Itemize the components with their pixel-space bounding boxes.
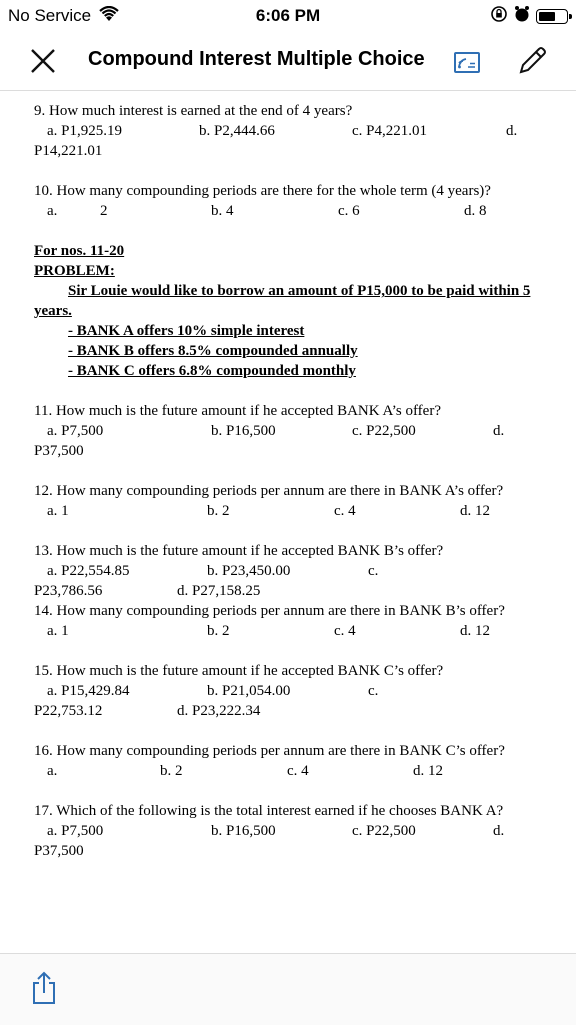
choice-d-value: P37,500 bbox=[34, 843, 84, 859]
question-9: 9. How much interest is earned at the end of 4 years? bbox=[34, 103, 353, 119]
choice-d: d. P23,222.34 bbox=[177, 703, 261, 719]
close-button[interactable] bbox=[26, 44, 60, 78]
choice-d-value: P37,500 bbox=[34, 443, 84, 459]
choice-d: d. bbox=[493, 423, 505, 439]
problem-heading: PROBLEM: bbox=[34, 263, 115, 279]
question-11-choices bbox=[34, 421, 544, 441]
problem-bullet: - BANK A offers 10% simple interest bbox=[68, 323, 305, 339]
choice-c: c. 6 bbox=[338, 203, 360, 219]
choice-d: d. P27,158.25 bbox=[177, 583, 261, 599]
choice-a: a. P1,925.19 bbox=[47, 123, 122, 139]
question-14-choices bbox=[34, 621, 544, 641]
choice-c: c. 4 bbox=[334, 503, 356, 519]
choice-c: c. P4,221.01 bbox=[352, 123, 427, 139]
choice-d: d. 12 bbox=[460, 503, 490, 519]
question-15: 15. How much is the future amount if he accepted BANK C’s offer? bbox=[34, 663, 444, 679]
question-13-choices-cont bbox=[34, 581, 544, 601]
question-10-choices bbox=[34, 201, 544, 221]
reader-view-button[interactable] bbox=[450, 45, 484, 79]
clock: 6:06 PM bbox=[255, 6, 321, 25]
question-11: 11. How much is the future amount if he accepted BANK A’s offer? bbox=[34, 403, 441, 419]
choice-b: b. P21,054.00 bbox=[207, 683, 291, 699]
document-title: Compound Interest Multiple Choice bbox=[88, 48, 425, 70]
problem-range-heading: For nos. 11-20 bbox=[34, 243, 125, 259]
orientation-lock-icon bbox=[490, 5, 508, 28]
choice-c: c. bbox=[368, 683, 379, 699]
question-10: 10. How many compounding periods are there for the whole term (4 years)? bbox=[34, 183, 491, 199]
choice-c: c. P22,500 bbox=[352, 823, 416, 839]
question-16-choices bbox=[34, 761, 544, 781]
question-16: 16. How many compounding periods per annum are there in BANK C’s offer? bbox=[34, 743, 505, 759]
battery-icon bbox=[536, 9, 568, 24]
edit-pencil-button[interactable] bbox=[514, 43, 550, 79]
question-15-choices-cont bbox=[34, 701, 544, 721]
choice-a: a. P7,500 bbox=[47, 423, 104, 439]
carrier-label: No Service bbox=[8, 6, 92, 25]
document-page bbox=[34, 101, 544, 861]
question-17-choices bbox=[34, 821, 544, 841]
problem-statement: Sir Louie would like to borrow an amount of P15,000 to be paid within 5 years. bbox=[34, 283, 531, 319]
choice-d: d. bbox=[506, 123, 518, 139]
question-17: 17. Which of the following is the total interest earned if he chooses BANK A? bbox=[34, 803, 504, 819]
question-14: 14. How many compounding periods per annum are there in BANK B’s offer? bbox=[34, 603, 505, 619]
choice-c: c. bbox=[368, 563, 379, 579]
choice-a: a. 1 bbox=[47, 623, 69, 639]
choice-b: b. P2,444.66 bbox=[199, 123, 275, 139]
choice-b: b. 2 bbox=[207, 503, 230, 519]
question-9-choices bbox=[34, 121, 544, 141]
problem-bullet: - BANK B offers 8.5% compounded annually bbox=[68, 343, 358, 359]
choice-a: a. P7,500 bbox=[47, 823, 104, 839]
choice-d-value: P14,221.01 bbox=[34, 143, 103, 159]
question-13-choices bbox=[34, 561, 544, 581]
share-icon bbox=[28, 970, 60, 1006]
choice-c-value: P22,753.12 bbox=[34, 703, 103, 719]
question-12: 12. How many compounding periods per annum are there in BANK A’s offer? bbox=[34, 483, 504, 499]
choice-c: c. 4 bbox=[287, 763, 309, 779]
choice-d: d. 8 bbox=[464, 203, 487, 219]
choice-b: b. 2 bbox=[207, 623, 230, 639]
question-15-choices bbox=[34, 681, 544, 701]
share-button[interactable] bbox=[28, 970, 60, 1006]
choice-a: a. 1 bbox=[47, 503, 69, 519]
choice-c-value: P23,786.56 bbox=[34, 583, 103, 599]
choice-b: b. 4 bbox=[211, 203, 234, 219]
choice-a: a. P22,554.85 bbox=[47, 563, 130, 579]
choice-a: a. bbox=[47, 763, 58, 779]
document-toolbar bbox=[0, 32, 576, 91]
choice-b: b. P16,500 bbox=[211, 423, 276, 439]
choice-d: d. 12 bbox=[460, 623, 490, 639]
bottom-toolbar bbox=[0, 953, 576, 1025]
question-13: 13. How much is the future amount if he accepted BANK B’s offer? bbox=[34, 543, 444, 559]
choice-b: b. 2 bbox=[160, 763, 183, 779]
choice-c: c. 4 bbox=[334, 623, 356, 639]
choice-d: d. 12 bbox=[413, 763, 443, 779]
problem-bullet: - BANK C offers 6.8% compounded monthly bbox=[68, 363, 356, 379]
choice-c: c. P22,500 bbox=[352, 423, 416, 439]
choice-d: d. bbox=[493, 823, 505, 839]
question-12-choices bbox=[34, 501, 544, 521]
choice-a: a. bbox=[47, 203, 58, 219]
choice-a-value: 2 bbox=[100, 203, 108, 219]
alarm-icon bbox=[514, 5, 530, 28]
choice-b: b. P23,450.00 bbox=[207, 563, 291, 579]
choice-a: a. P15,429.84 bbox=[47, 683, 130, 699]
choice-b: b. P16,500 bbox=[211, 823, 276, 839]
status-bar bbox=[0, 0, 576, 30]
